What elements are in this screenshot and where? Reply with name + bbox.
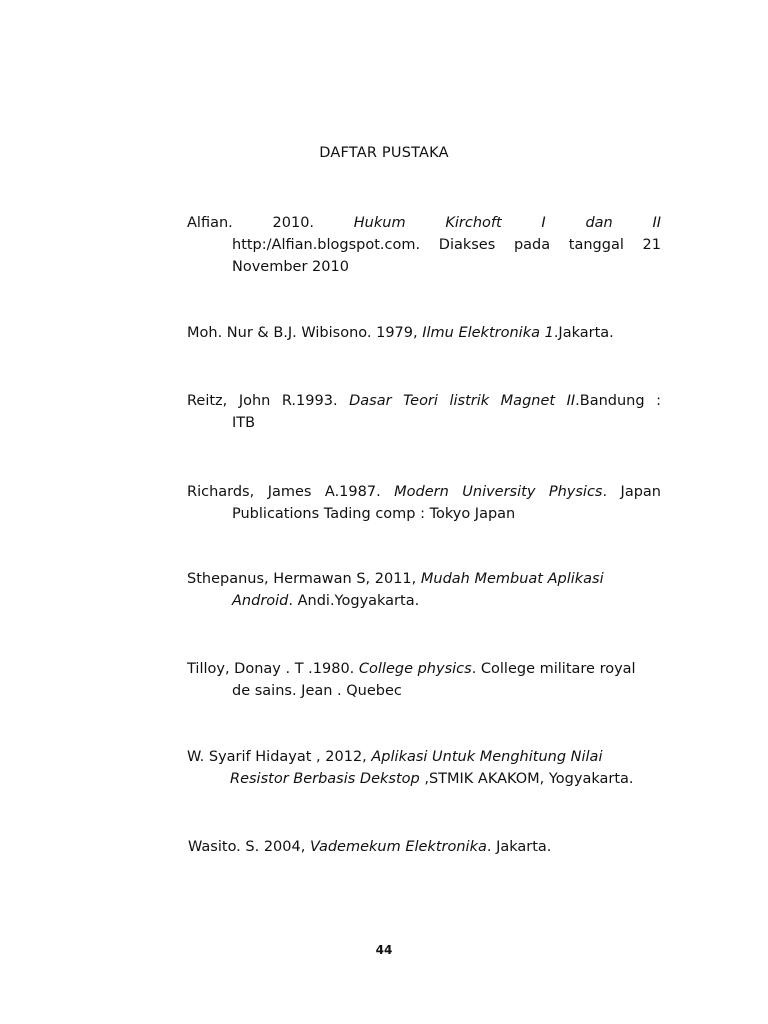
reference-year: R.1993.: [281, 393, 338, 409]
reference-title-word: dan: [585, 215, 613, 231]
reference-word: 21: [642, 237, 661, 253]
reference-author: Tilloy, Donay . T .1980.: [187, 661, 359, 677]
reference-punctuation: .: [602, 484, 608, 500]
reference-publisher: .Bandung: [575, 393, 645, 409]
reference-publisher: . Jakarta.: [486, 839, 552, 855]
reference-entry-richards: [187, 481, 661, 525]
reference-title: College physics: [358, 661, 472, 677]
reference-line: [187, 256, 661, 278]
reference-entry-wasito: [188, 836, 662, 858]
reference-word: John: [238, 393, 271, 409]
reference-author: Wasito. S. 2004,: [188, 839, 310, 855]
reference-title-word: Kirchoft: [445, 215, 502, 231]
reference-word: Reitz,: [187, 393, 228, 409]
reference-title: Ilmu Elektronika 1: [422, 325, 554, 341]
reference-author: Sthepanus, Hermawan S, 2011,: [187, 571, 421, 587]
reference-publisher: ITB: [232, 415, 256, 431]
reference-year: 2010.: [272, 215, 315, 231]
reference-word: Richards,: [187, 484, 255, 500]
reference-word: :: [656, 393, 661, 409]
reference-line: [187, 768, 661, 790]
reference-entry-tilloy: [187, 658, 661, 702]
reference-publisher: . Andi.Yogyakarta.: [288, 593, 420, 609]
reference-line: [187, 746, 661, 768]
reference-title: Mudah Membuat Aplikasi: [420, 571, 604, 587]
reference-line: [187, 322, 661, 344]
reference-word: Japan: [620, 484, 661, 500]
reference-line: [187, 234, 661, 256]
reference-publisher: Publications Tading comp : Tokyo Japan: [232, 506, 516, 522]
reference-author: W. Syarif Hidayat , 2012,: [187, 749, 372, 765]
reference-title-word: II: [652, 215, 662, 231]
reference-title: Vademekum Elektronika: [309, 839, 487, 855]
reference-line: [187, 503, 661, 525]
reference-url: http:/Alfian.blogspot.com.: [232, 237, 421, 253]
reference-title: Dasar Teori listrik Magnet II: [349, 393, 576, 409]
reference-entry-reitz: [187, 390, 661, 434]
reference-line: [187, 390, 661, 412]
reference-title: Android: [232, 593, 289, 609]
reference-entry-sthepanus: [187, 568, 661, 612]
reference-line: [187, 658, 661, 680]
reference-publisher: . College militare royal: [471, 661, 636, 677]
reference-line: [187, 590, 661, 612]
reference-line: [187, 481, 661, 503]
reference-title: Resistor Berbasis Dekstop: [230, 771, 420, 787]
reference-title-word: Hukum: [353, 215, 406, 231]
reference-publisher: de sains. Jean . Quebec: [232, 683, 402, 699]
reference-line: [187, 412, 661, 434]
reference-year: A.1987.: [324, 484, 381, 500]
reference-line: [187, 212, 661, 234]
reference-line: [187, 568, 661, 590]
reference-title-word: I: [541, 215, 546, 231]
reference-word: tanggal: [568, 237, 624, 253]
page-title: DAFTAR PUSTAKA: [319, 145, 449, 161]
reference-author: Alfian.: [187, 215, 233, 231]
reference-entry-moh-nur: [187, 322, 661, 344]
reference-title: Modern University Physics: [394, 484, 603, 500]
page-number: 44: [375, 943, 393, 957]
reference-author: Moh. Nur & B.J. Wibisono. 1979,: [187, 325, 423, 341]
reference-entry-syarif-hidayat: [187, 746, 661, 790]
reference-access-date: November 2010: [232, 259, 349, 275]
reference-word: James: [267, 484, 312, 500]
reference-entry-alfian: [187, 212, 661, 278]
reference-word: Diakses: [438, 237, 496, 253]
reference-line: [188, 836, 662, 858]
reference-title: Aplikasi Untuk Menghitung Nilai: [371, 749, 603, 765]
reference-publisher: .Jakarta.: [553, 325, 614, 341]
reference-line: [187, 680, 661, 702]
reference-publisher: ,STMIK AKAKOM, Yogyakarta.: [419, 771, 634, 787]
reference-word: pada: [513, 237, 551, 253]
